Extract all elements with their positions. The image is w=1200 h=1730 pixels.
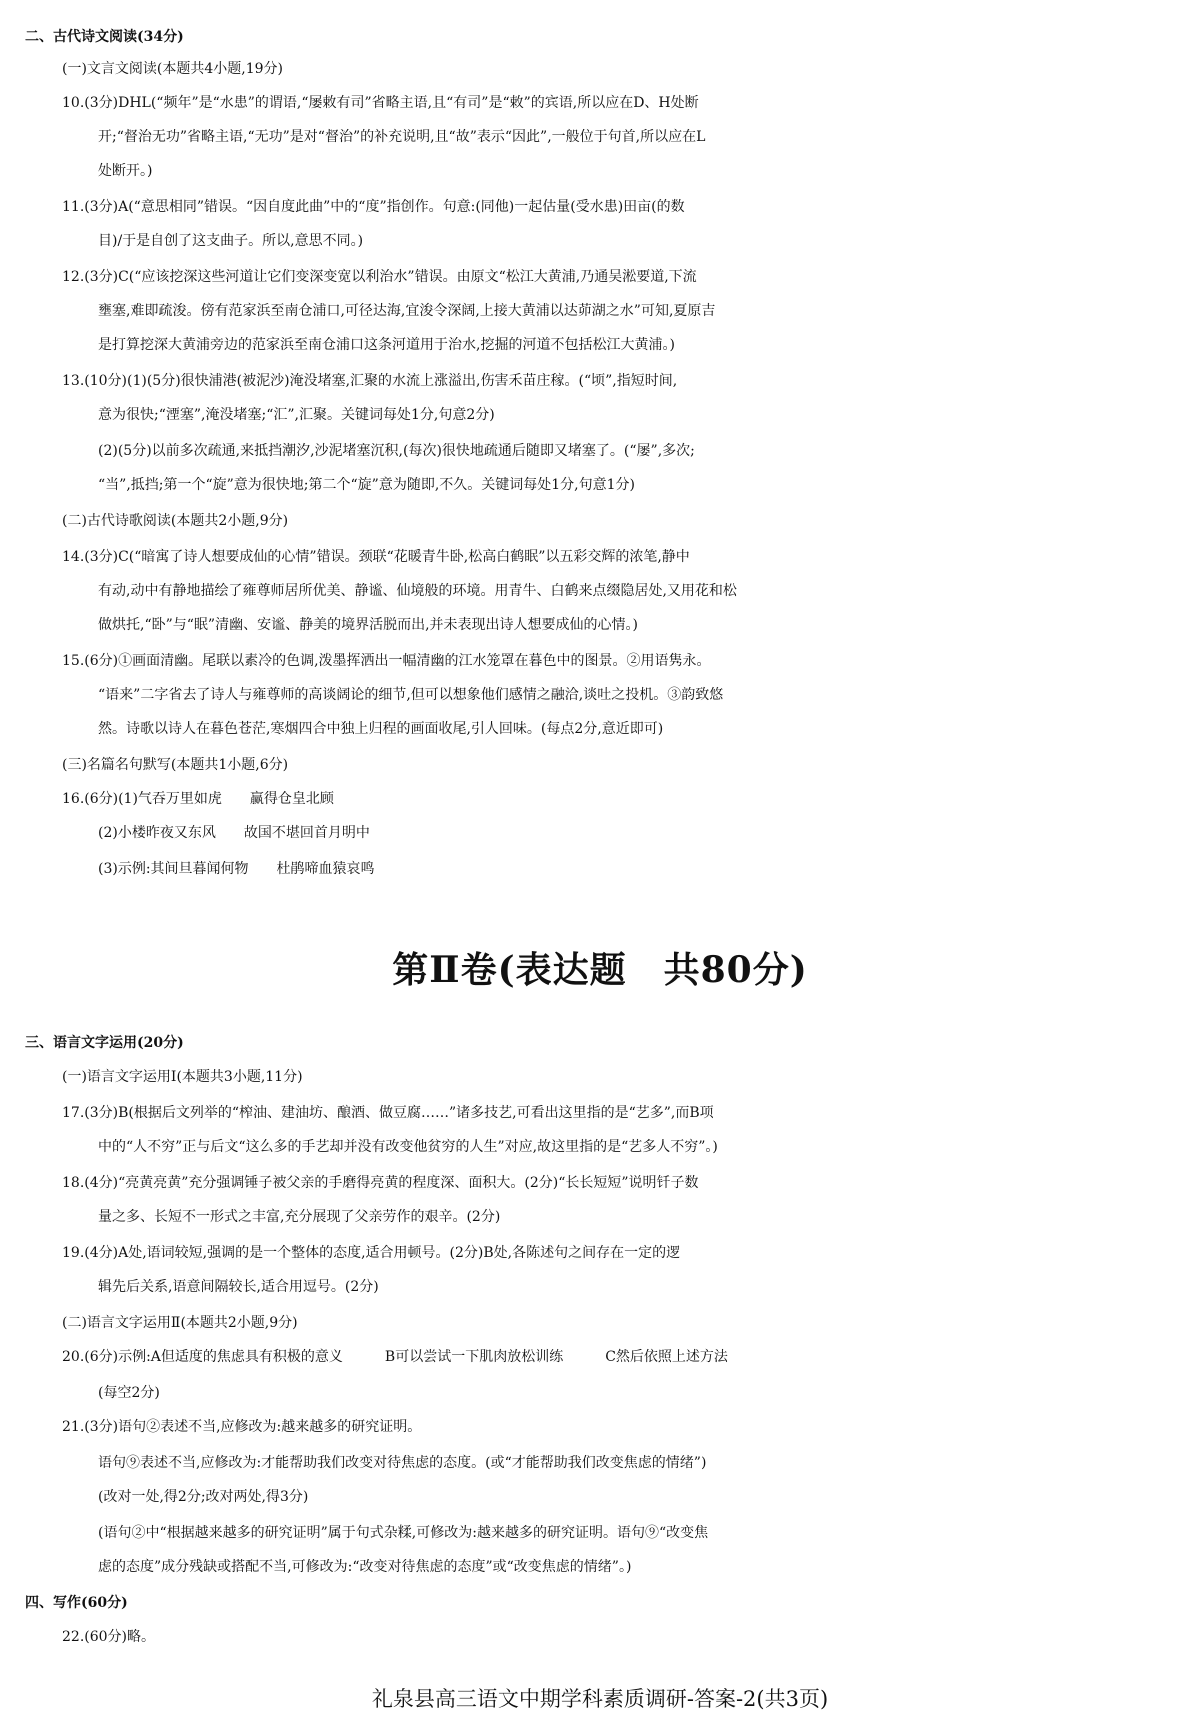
answer-12-line-2: 壅塞,难即疏浚。傍有范家浜至南仓浦口,可径达海,宜浚令深阔,上接大黄浦以达茆湖之水”可知,夏原吉 <box>98 303 716 319</box>
answer-12-line-3: 是打算挖深大黄浦旁边的范家浜至南仓浦口这条河道用于治水,挖掘的河道不包括松江大黄浦。) <box>98 337 675 353</box>
answer-11-line-1: 11.(3分)A(“意思相同”错误。“因自度此曲”中的“度”指创作。句意:(同他)一起估量(受水患)田亩(的数 <box>62 199 685 215</box>
subsection-heading-language-use-2: (二)语言文字运用Ⅱ(本题共2小题,9分) <box>62 1315 298 1331</box>
answer-14-line-3: 做烘托,“卧”与“眠”清幽、安谧、静美的境界活脱而出,并未表现出诗人想要成仙的心情。) <box>98 617 638 633</box>
answer-15-line-1: 15.(6分)①画面清幽。尾联以素冷的色调,泼墨挥洒出一幅清幽的江水笼罩在暮色中的图景。②用语隽永。 <box>62 653 711 669</box>
part-two-title: 第Ⅱ卷(表达题 共80分) <box>392 949 808 991</box>
answer-14-line-1: 14.(3分)C(“暗寓了诗人想要成仙的心情”错误。颈联“花暖青牛卧,松高白鹤眠”以五彩交辉的浓笔,静中 <box>62 549 690 565</box>
answer-20-line-2: (每空2分) <box>98 1385 160 1401</box>
answer-10-line-3: 处断开。) <box>98 163 153 179</box>
answer-15-line-2: “语来”二字省去了诗人与雍尊师的高谈阔论的细节,但可以想象他们感情之融洽,谈吐之投机。③韵致悠 <box>98 687 724 703</box>
answer-18-line-1: 18.(4分)“亮黄亮黄”充分强调锤子被父亲的手磨得亮黄的程度深、面积大。(2分)“长长短短”说明钎子数 <box>62 1175 699 1191</box>
answer-15-line-3: 然。诗歌以诗人在暮色苍茫,寒烟四合中独上归程的画面收尾,引人回味。(每点2分,意近即可) <box>98 721 664 737</box>
answer-13-line-4: “当”,抵挡;第一个“旋”意为很快地;第二个“旋”意为随即,不久。关键词每处1分,句意1分) <box>98 477 636 493</box>
answer-21-line-5: 虑的态度”成分残缺或搭配不当,可修改为:“改变对待焦虑的态度”或“改变焦虑的情绪”。) <box>98 1559 632 1575</box>
answer-13-line-3: (2)(5分)以前多次疏通,来抵挡潮汐,沙泥堵塞沉积,(每次)很快地疏通后随即又堵塞了。(“屡”,多次; <box>98 443 695 459</box>
answer-13-line-2: 意为很快;“湮塞”,淹没堵塞;“汇”,汇聚。关键词每处1分,句意2分) <box>98 407 495 423</box>
answer-12-line-1: 12.(3分)C(“应该挖深这些河道让它们变深变宽以利治水”错误。由原文“松江大黄浦,乃通吴淞要道,下流 <box>62 269 697 285</box>
answer-10-line-1: 10.(3分)DHL(“频年”是“水患”的谓语,“屡敕有司”省略主语,且“有司”是“敕”的宾语,所以应在D、H处断 <box>62 95 699 111</box>
subsection-heading-classical-prose: (一)文言文阅读(本题共4小题,19分) <box>62 61 284 77</box>
page-footer: 礼泉县高三语文中期学科素质调研-答案-2(共3页) <box>371 1687 829 1711</box>
answer-21-line-2: 语句⑨表述不当,应修改为:才能帮助我们改变对待焦虑的态度。(或“才能帮助我们改变焦虑的情绪”) <box>98 1455 707 1471</box>
section-heading-writing: 四、写作(60分) <box>25 1595 128 1611</box>
answer-19-line-1: 19.(4分)A处,语词较短,强调的是一个整体的态度,适合用顿号。(2分)B处,各陈述句之间存在一定的逻 <box>62 1245 681 1261</box>
section-heading-language-use: 三、语言文字运用(20分) <box>25 1035 184 1051</box>
answer-22: 22.(60分)略。 <box>62 1629 156 1645</box>
answer-21-line-4: (语句②中“根据越来越多的研究证明”属于句式杂糅,可修改为:越来越多的研究证明。语句⑨“改变焦 <box>98 1525 709 1541</box>
answer-19-line-2: 辑先后关系,语意间隔较长,适合用逗号。(2分) <box>98 1279 379 1295</box>
section-heading-classical-reading: 二、古代诗文阅读(34分) <box>25 29 184 45</box>
answer-16-line-3: (3)示例:其间旦暮闻何物 杜鹃啼血猿哀鸣 <box>98 861 375 877</box>
subsection-heading-language-use-1: (一)语言文字运用Ⅰ(本题共3小题,11分) <box>62 1069 303 1085</box>
answer-10-line-2: 开;“督治无功”省略主语,“无功”是对“督治”的补充说明,且“故”表示“因此”,一般位于句首,所以应在L <box>98 129 706 145</box>
subsection-heading-classical-poetry: (二)古代诗歌阅读(本题共2小题,9分) <box>62 513 289 529</box>
answer-20-line-1: 20.(6分)示例:A但适度的焦虑具有积极的意义 B可以尝试一下肌肉放松训练 C然后依照上述方法 <box>62 1349 728 1365</box>
answer-17-line-2: 中的“人不穷”正与后文“这么多的手艺却并没有改变他贫穷的人生”对应,故这里指的是“艺多人不穷”。) <box>98 1139 718 1155</box>
answer-21-line-1: 21.(3分)语句②表述不当,应修改为:越来越多的研究证明。 <box>62 1419 422 1435</box>
answer-16-line-2: (2)小楼昨夜又东风 故国不堪回首月明中 <box>98 825 370 841</box>
answer-14-line-2: 有动,动中有静地描绘了雍尊师居所优美、静谧、仙境般的环境。用青牛、白鹤来点缀隐居处,又用花和松 <box>98 583 737 599</box>
answer-17-line-1: 17.(3分)B(根据后文列举的“榨油、建油坊、酿酒、做豆腐……”诸多技艺,可看出这里指的是“艺多”,而B项 <box>62 1105 714 1121</box>
answer-21-line-3: (改对一处,得2分;改对两处,得3分) <box>98 1489 309 1505</box>
answer-13-line-1: 13.(10分)(1)(5分)很快浦港(被泥沙)淹没堵塞,汇聚的水流上涨溢出,伤害禾苗庄稼。(“顷”,指短时间, <box>62 373 678 389</box>
answer-18-line-2: 量之多、长短不一形式之丰富,充分展现了父亲劳作的艰辛。(2分) <box>98 1209 501 1225</box>
subsection-heading-famous-lines: (三)名篇名句默写(本题共1小题,6分) <box>62 757 289 773</box>
answer-16-line-1: 16.(6分)(1)气吞万里如虎 赢得仓皇北顾 <box>62 791 334 807</box>
answer-11-line-2: 目)/于是自创了这支曲子。所以,意思不同。) <box>98 233 364 249</box>
